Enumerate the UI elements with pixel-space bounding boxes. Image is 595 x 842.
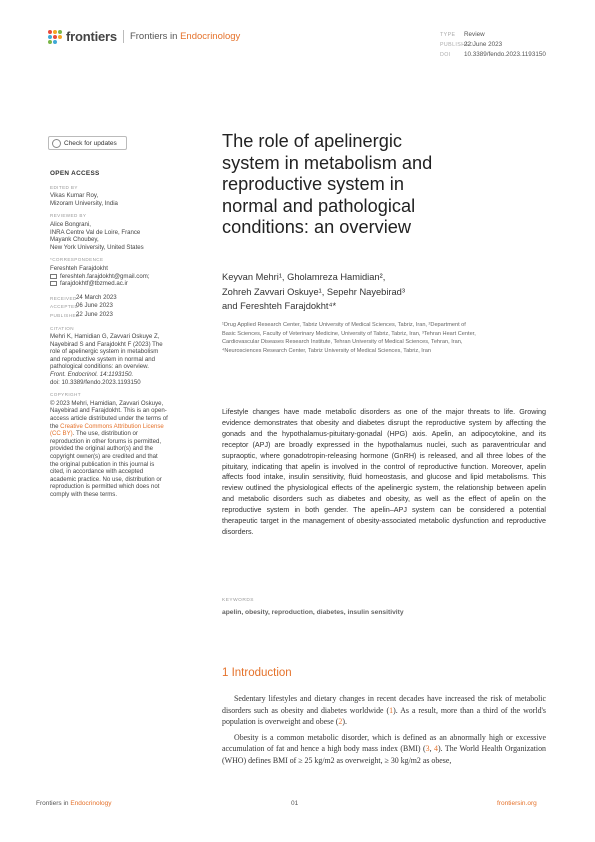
email-link[interactable]: farajdokhtf@tbzmed.ac.ir <box>50 280 190 288</box>
article-title: The role of apelinergic system in metabolism and reproductive system in normal and pathological conditions: an overview <box>222 131 433 238</box>
frontiers-logo[interactable] <box>48 29 240 44</box>
copyright-text: © 2023 Mehri, Hamidian, Zavvari Oskuye, Nayebirad and Farajdokht. This is an open- access article distributed under the terms of the Creative Commons Attribution License (CC BY). The use, distribution or reproduction in other forums is permitted, provided the original author(s) and the copyright owner(s) are credited and that the original publication in this journal is cited, in accordance with accepted academic practice. No use, distribution or reproduction is permitted which does not comply with these terms. <box>50 399 168 498</box>
journal-name: Frontiers in Endocrinology <box>129 31 241 42</box>
publisher-name: frontiers <box>66 29 117 44</box>
paragraph: Obesity is a common metabolic disorder, which is defined as an abnormally high or excessive accumulation of fat and hence a high body mass index (BMI) (3, 4). The World Health Organization (WHO) defines BMI of ≥ 25 kg/m2 as overweight, ≥ 30 kg/m2 as obese, <box>222 732 546 765</box>
doi-link[interactable]: 10.3389/fendo.2023.1193150 <box>464 51 546 59</box>
citation-ref[interactable]: 2 <box>338 717 343 727</box>
sidebar-info: OPEN ACCESS EDITED BY Vikas Kumar Roy, Mizoram University, India REVIEWED BY Alice Bongrani, INRA Centre Val de Loire, France Mayank Choubey, New York University, United States *CORRESPONDENCE Fereshteh Farajdokht fereshteh.farajdokht@gmail.com; farajdokhtf@tbzmed.ac.ir RECEIVED 24 March 2023 ACCEPTED 06 June 2023 PUBLISHED 22 June 2023 CITATION Mehri K, Hamidian G, Zavvari Oskuye Z, Nayebirad S and Farajdokht F (2023) The role of apelinergic system in metabolism and reproductive system in normal and pathological conditions: an overview. Front. Endocrinol. 14:1193150. doi: 10.3389/fendo.2023.1193150 COPYRIGHT © 2023 Mehri, Hamidian, Zavvari Oskuye, Nayebirad and Farajdokht. This is an open- access article distributed under the terms of the Creative Commons Attribution License (CC BY). The use, distribution or reproduction in other forums is permitted, provided the original author(s) and the copyright owner(s) are credited and that the original publication in this journal is cited, in accordance with accepted academic practice. No use, distribution or reproduction is permitted which does not comply with these terms. <box>50 170 190 499</box>
logo-divider <box>123 30 124 43</box>
article-type: Review <box>464 31 485 38</box>
citation-ref[interactable]: 4 <box>434 744 438 754</box>
mail-icon <box>50 281 57 286</box>
citation-text: Mehri K, Hamidian G, Zavvari Oskuye Z, Nayebirad S and Farajdokht F (2023) The role of apelinergic system in metabolism and reproductive system in normal and pathological conditions: an overview. Front. Endocrinol. 14:1193150. doi: 10.3389/fendo.2023.1193150 <box>50 333 163 386</box>
paragraph: Sedentary lifestyles and dietary changes in recent decades have increased the risk of metabolic disorders such as obesity and diabetes worldwide (1). As a result, more than a third of the world's population is overweight and obese (2). <box>222 694 547 727</box>
footer-site-link[interactable]: frontiersin.org <box>497 800 537 807</box>
author-list[interactable]: Keyvan Mehri¹, Gholamreza Hamidian², Zohreh Zavvari Oskuye¹, Sepehr Nayebirad³ and Fereshteh Farajdokht⁴* <box>222 272 405 312</box>
refresh-icon <box>52 139 61 148</box>
reviewer-name: Alice Bongrani, <box>50 220 91 228</box>
check-for-updates-button[interactable]: Check for updates <box>48 136 127 150</box>
abstract: Lifestyle changes have made metabolic disorders as one of the major threats to life. Growing evidence demonstrates that obesity and diabetes disrupt the reproductive system by affecting the gonads and the hypothalamus-pituitary-gonadal (HPG) axis. Apelin, an adipocytokine, and its receptor (APJ) are broadly expressed in the hypothalamus nuclei, such as paraventricular and supraoptic, where gonadotropin-releasing hormone (GnRH) is released, and all three lobes of the pituitary, indicating that apelin is involved in the control of reproductive function. Moreover, apelin affects food intake, insulin sensitivity, fluid homeostasis, and glucose and lipid metabolisms. This review outlined the physiological effects of the apelinergic system, the relationship between apelin and metabolic disorders such as diabetes and obesity, as well as the effect of apelin on the reproductive system in both gender. The apelin–APJ system can be considered a potential therapeutic target in the management of obesity-associated metabolic dysfunction and reproductive disorders. <box>222 407 546 536</box>
affiliations: ¹Drug Applied Research Center, Tabriz University of Medical Sciences, Tabriz, Iran, ²Department of Basic Sciences, Faculty of Veterinary Medicine, University of Tabriz, Tabriz, Iran, ³Tehran Heart Center, Cardiovascular Diseases Research Institute, Tehran University of Medical Sciences, Tehran, Iran, ⁴Neurosciences Research Center, Tabriz University of Medical Sciences, Tabriz, Iran <box>222 322 476 354</box>
page-number: 01 <box>291 800 299 807</box>
article-meta: TYPE Review PUBLISHED22 June 2023 DOI 10.3389/fendo.2023.1193150 <box>440 31 546 59</box>
editor-name: Vikas Kumar Roy, <box>50 192 99 200</box>
body-text <box>222 693 546 771</box>
section-heading: 1 Introduction <box>222 667 292 679</box>
received-date: 24 March 2023 <box>76 293 117 301</box>
keywords: apelin, obesity, reproduction, diabetes, insulin sensitivity <box>222 609 404 616</box>
accepted-date: 06 June 2023 <box>76 302 113 310</box>
citation-ref[interactable]: 3 <box>425 744 430 754</box>
cc-by-link[interactable]: (CC BY) <box>50 430 73 438</box>
published-date: 22 June 2023 <box>464 41 503 49</box>
license-link[interactable]: Creative Commons Attribution License <box>60 422 164 430</box>
frontiers-logo-icon <box>48 30 62 44</box>
open-access-label: OPEN ACCESS <box>50 170 100 177</box>
mail-icon <box>50 274 57 279</box>
sidebar-published-date: 22 June 2023 <box>76 310 113 318</box>
email-link[interactable]: fereshteh.farajdokht@gmail.com; <box>50 273 190 281</box>
citation-ref[interactable]: 1 <box>389 705 394 715</box>
reviewer-name: Mayank Choubey, <box>50 236 99 244</box>
footer-journal: Frontiers in Endocrinology <box>36 800 112 807</box>
corresponding-author: Fereshteh Farajdokht <box>50 264 108 272</box>
keywords-label: KEYWORDS <box>222 598 254 603</box>
